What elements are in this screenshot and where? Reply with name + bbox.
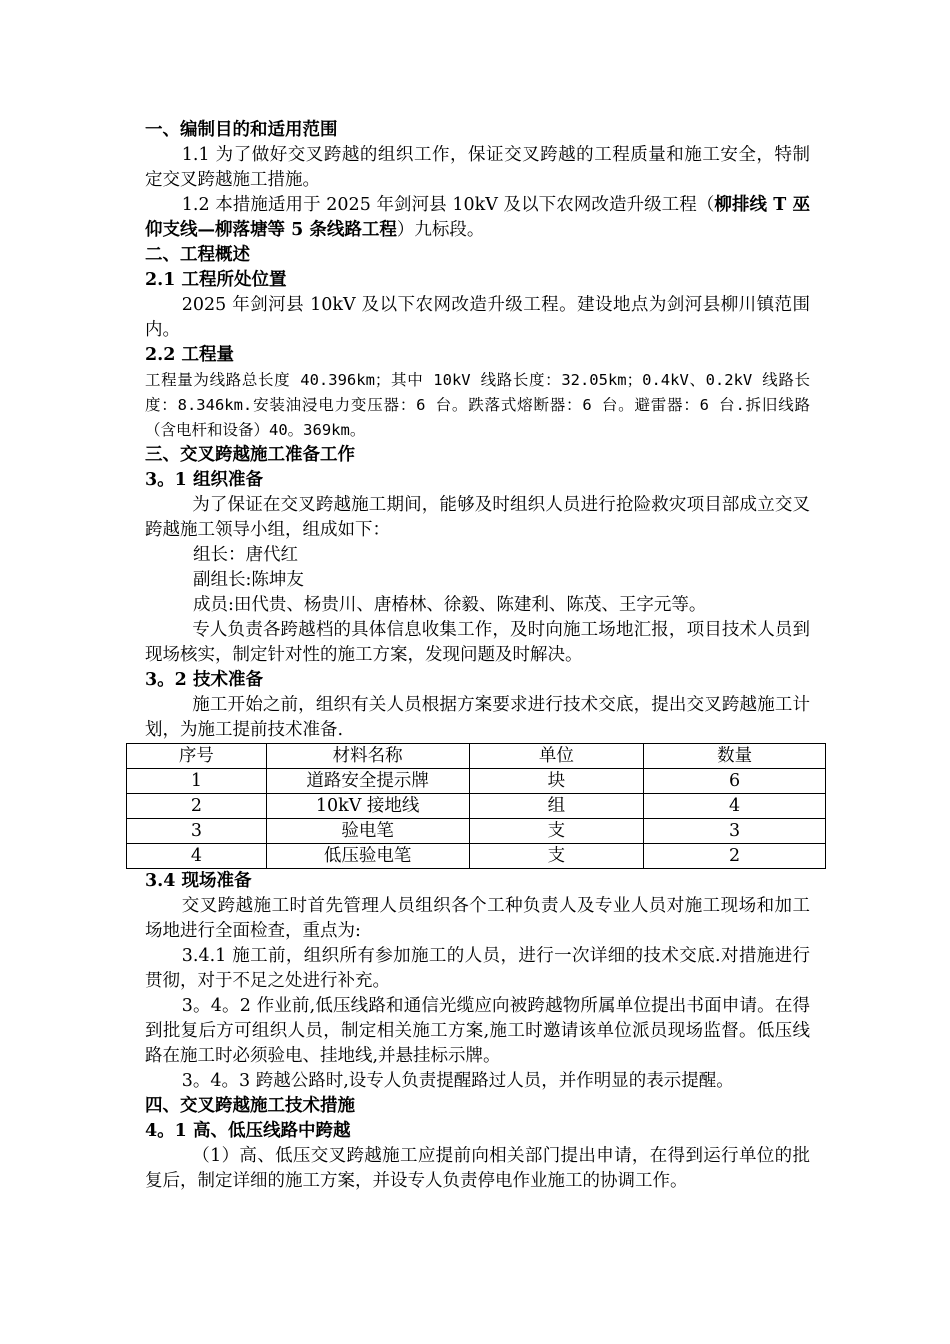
section-3-2-paragraph: 施工开始之前，组织有关人员根据方案要求进行技术交底，提出交叉跨越施工计划，为施工提前技术准备. xyxy=(145,695,810,740)
section-2-2-heading: 2.2 工程量 xyxy=(145,345,235,365)
section-1-2-text-pre: 1.2 本措施适用于 2025 年剑河县 10kV 及以下农网改造升级工程（ xyxy=(181,195,715,215)
cell-quantity: 6 xyxy=(644,769,826,794)
cell-index: 2 xyxy=(127,794,267,819)
section-4-1-heading: 4。1 高、低压线路中跨越 xyxy=(145,1121,351,1141)
section-1-heading: 一、编制目的和适用范围 xyxy=(145,120,338,140)
section-3-1-duty: 专人负责各跨越档的具体信息收集工作，及时向施工场地汇报，项目技术人员到现场核实，制定针对性的施工方案，发现问题及时解决。 xyxy=(145,620,810,665)
cell-quantity: 4 xyxy=(644,794,826,819)
cell-unit: 组 xyxy=(469,794,644,819)
cell-unit: 支 xyxy=(469,844,644,869)
cell-quantity: 2 xyxy=(644,844,826,869)
section-3-4-heading: 3.4 现场准备 xyxy=(145,871,252,891)
header-unit: 单位 xyxy=(469,744,644,769)
section-1-2-paragraph xyxy=(145,193,810,243)
section-3-4-paragraph: 交叉跨越施工时首先管理人员组织各个工种负责人及专业人员对施工现场和加工场地进行全面检查，重点为: xyxy=(145,896,810,941)
table-row xyxy=(127,794,826,819)
cell-index: 4 xyxy=(127,844,267,869)
cell-material: 低压验电笔 xyxy=(266,844,469,869)
section-3-4-1-paragraph: 3.4.1 施工前，组织所有参加施工的人员，进行一次详细的技术交底.对措施进行贯彻，对于不足之处进行补充。 xyxy=(145,946,810,991)
section-1-1-paragraph: 1.1 为了做好交叉跨越的组织工作，保证交叉跨越的工程质量和施工安全，特制定交叉跨越施工措施。 xyxy=(145,145,810,190)
table-row xyxy=(127,819,826,844)
header-material: 材料名称 xyxy=(266,744,469,769)
cell-quantity: 3 xyxy=(644,819,826,844)
group-members: 成员:田代贵、杨贵川、唐椿林、徐毅、陈建利、陈茂、王字元等。 xyxy=(193,595,707,615)
table-header-row xyxy=(127,744,826,769)
cell-material: 道路安全提示牌 xyxy=(266,769,469,794)
section-2-1-heading: 2.1 工程所处位置 xyxy=(145,270,287,290)
table-row xyxy=(127,769,826,794)
section-3-2-heading: 3。2 技术准备 xyxy=(145,670,263,690)
cell-index: 1 xyxy=(127,769,267,794)
cell-unit: 支 xyxy=(469,819,644,844)
section-2-2-paragraph: 工程量为线路总长度 40.396km；其中 10kV 线路长度：32.05km；0.4kV、0.2kV 线路长度：8.346km.安装油浸电力变压器：6 台。跌落式熔断器：6 台。避雷器：6 台.拆旧线路（含电杆和设备）40。369km。 xyxy=(145,371,810,439)
cell-material: 10kV 接地线 xyxy=(266,794,469,819)
project-name-bold: 柳排线 T 巫仰支线—柳落塘等 5 条线路工程 xyxy=(145,195,810,240)
section-4-heading: 四、交叉跨越施工技术措施 xyxy=(145,1096,355,1116)
document-page xyxy=(145,118,810,1194)
group-leader: 组长：唐代红 xyxy=(193,545,298,565)
materials-table xyxy=(126,743,826,869)
section-3-1-heading: 3。1 组织准备 xyxy=(145,470,263,490)
cell-unit: 块 xyxy=(469,769,644,794)
table-row xyxy=(127,844,826,869)
group-deputy: 副组长:陈坤友 xyxy=(193,570,304,590)
section-2-heading: 二、工程概述 xyxy=(145,245,250,265)
section-3-4-2-paragraph: 3。4。2 作业前,低压线路和通信光缆应向被跨越物所属单位提出书面申请。在得到批复后方可组织人员，制定相关施工方案,施工时邀请该单位派员现场监督。低压线路在施工时必须验电、挂地线,并悬挂标示牌。 xyxy=(145,996,810,1066)
header-quantity: 数量 xyxy=(644,744,826,769)
cell-index: 3 xyxy=(127,819,267,844)
section-3-heading: 三、交叉跨越施工准备工作 xyxy=(145,445,355,465)
section-4-1-paragraph: （1）高、低压交叉跨越施工应提前向相关部门提出申请，在得到运行单位的批复后，制定详细的施工方案，并设专人负责停电作业施工的协调工作。 xyxy=(145,1146,810,1191)
section-1-2-text-post: ）九标段。 xyxy=(396,220,485,240)
header-index: 序号 xyxy=(127,744,267,769)
section-2-1-paragraph: 2025 年剑河县 10kV 及以下农网改造升级工程。建设地点为剑河县柳川镇范围内。 xyxy=(145,295,810,340)
section-3-1-intro: 为了保证在交叉跨越施工期间，能够及时组织人员进行抢险救灾项目部成立交叉跨越施工领导小组，组成如下： xyxy=(145,495,810,540)
cell-material: 验电笔 xyxy=(266,819,469,844)
section-3-4-3-paragraph: 3。4。3 跨越公路时,设专人负责提醒路过人员，并作明显的表示提醒。 xyxy=(181,1071,734,1091)
